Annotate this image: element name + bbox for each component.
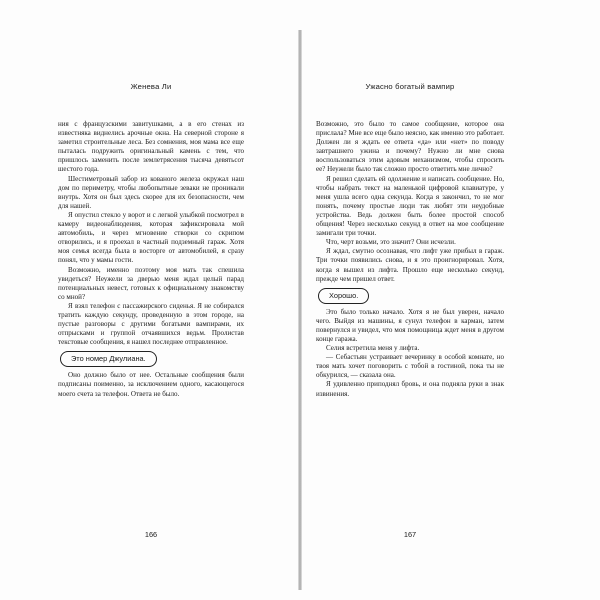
left-page-number: 166: [144, 530, 158, 539]
right-running-head: Ужасно богатый вампир: [365, 82, 455, 91]
paragraph: Что, черт возьми, это значит? Они исчезли.: [326, 238, 456, 247]
paragraph: Оно должно было от нее. Остальные сообщения были подписаны поименно, за исключением одного, касающегося моего счета за телефон. Ответа не было.: [58, 371, 244, 398]
left-page: [58, 0, 244, 600]
paragraph: Шестиметровый забор из кованого железа окружал наш дом по периметру, чтобы любопытные зеваки не проникали внутрь. Хотя он был здесь скорее для их безопасности, чем для нашей.: [58, 174, 244, 210]
paragraph: Я удивленно приподнял бровь, и она подняла руки в знак извинения.: [316, 380, 504, 398]
left-running-head: Женева Ли: [130, 82, 172, 91]
paragraph: Я ждал, смутно осознавая, что лифт уже прибыл в гараж. Три точки появились снова, и я это проигнорировал. Хотя, когда я вышел из лифта. Прошло еще несколько секунд, прежде чем пришел ответ.: [316, 247, 504, 283]
book-gutter: [298, 30, 302, 590]
paragraph: — Себастьян устраивает вечеринку в особой комнате, но твоя мать хочет поговорить с тобой в гостиной, пока ты не обкурился, — сказала она.: [316, 353, 504, 380]
paragraph: Я решил сделать ей одолжение и написать сообщение. Но, чтобы набрать текст на маленькой цифровой клавиатуре, у меня ушла всего одна секунда. Когда я закончил, то не мог понять, почему простые люди так любят эти неудобные устройства. Ведь должен быть более простой способ общения! Через несколько секунд в ответ на мое сообщение замигали три точки.: [316, 174, 504, 238]
text-message-bubble: Хорошо.: [318, 288, 369, 304]
text-message-bubble: Это номер Джулиана.: [60, 351, 157, 367]
paragraph: Это было только начало. Хотя я не был уверен, начало чего. Выйдя из машины, я сунул телефон в карман, затем повернулся и увидел, что моя помощница ждет меня в другом конце гаража.: [316, 307, 504, 343]
paragraph: Возможно, именно поэтому моя мать так спешила увидеться? Неужели за дверью меня ждал целый парад потенциальных невест, готовых к официальному знакомству со мной?: [58, 265, 244, 301]
paragraph: ния с французскими завитушками, а в его стенах из известняка виднелись арочные окна. На северной стороне я заметил строительные леса. Без сомнения, моя мама все еще пыталась подружить оригинальный камень с тем, что пришлось заменить после землетрясения тысяча девятьсот шестого года.: [58, 120, 244, 174]
left-page-text: [58, 120, 244, 399]
right-page: [316, 0, 504, 600]
right-page-number: 167: [403, 530, 417, 539]
paragraph: Селия встретила меня у лифта.: [326, 344, 420, 353]
paragraph: Я опустил стекло у ворот и с легкой улыбкой посмотрел в камеру видеонаблюдения, которая зафиксировала мой автомобиль, и через мгновение створки со скрипом отворились, и я проехал в частный подземный гараж. Хотя моя семья всегда была в восторге от автомобилей, я сразу понял, что у мамы гости.: [58, 210, 244, 265]
paragraph: Возможно, это было то самое сообщение, которое она прислала? Мне все еще было неясно, как именно это работает. Должен ли я ждать ее ответа «да» или «нет» по поводу завтрашнего ужина и почему? Нужно ли мне снова воспользоваться этим адовым механизмом, чтобы спросить ее? Неужели было так сложно просто ответить мне лично?: [316, 120, 504, 174]
paragraph: Я взял телефон с пассажирского сиденья. Я не собирался тратить каждую секунду, проведенную в этом городе, на пустые разговоры с другими богатыми вампирами, их отпрысками и группой отчаявшихся ведьм. Пролистав текстовые сообщения, я нашел последнее отправленное.: [58, 301, 244, 347]
right-page-text: [316, 120, 504, 399]
